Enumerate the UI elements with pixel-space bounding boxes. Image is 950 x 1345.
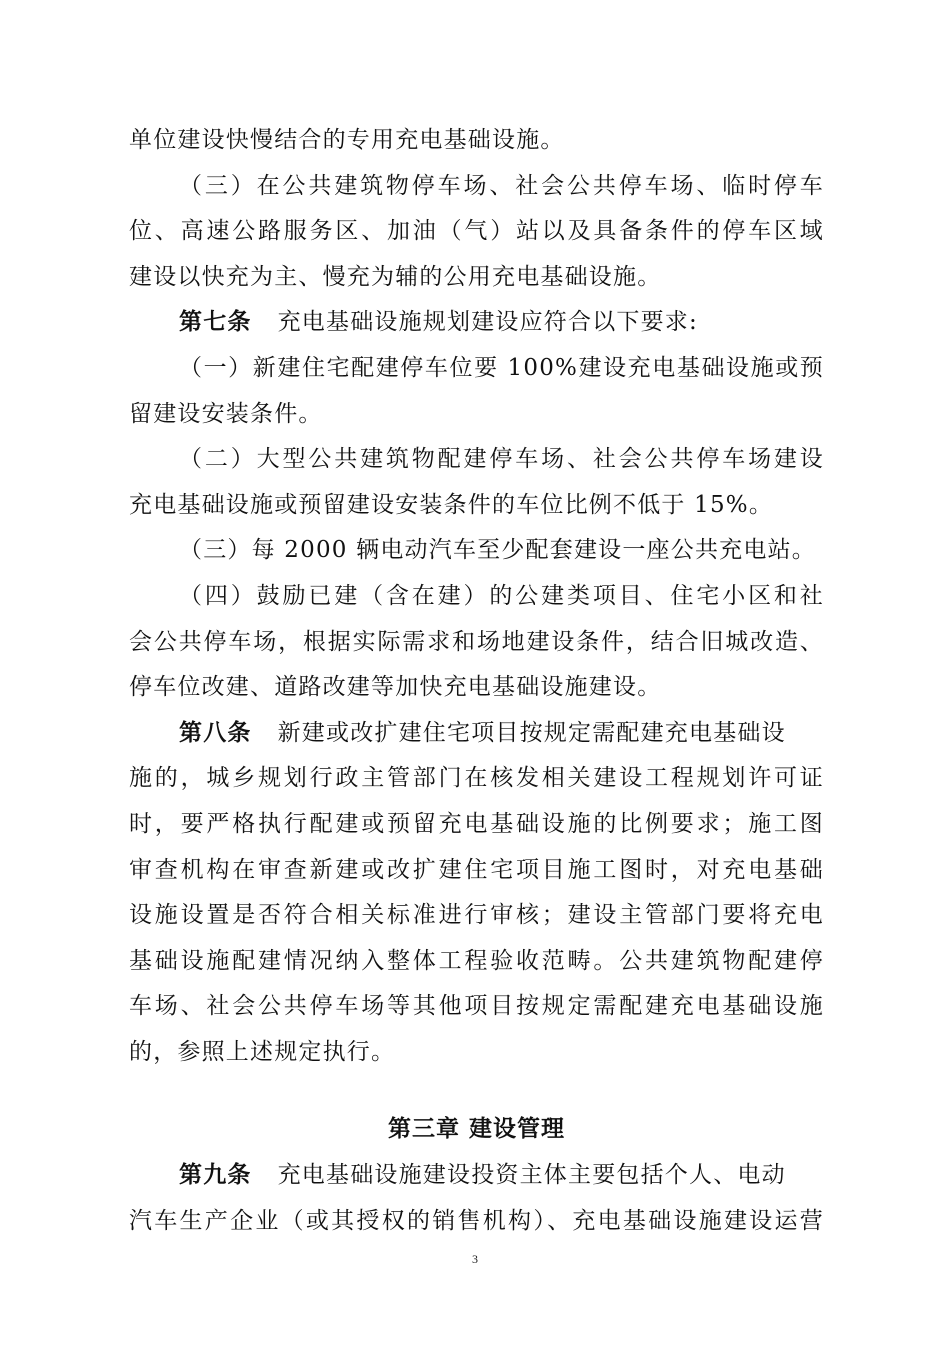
section-gap [129,1075,824,1107]
article-8-label: 第八条 [179,719,252,746]
page-number: 3 [472,1252,478,1266]
text-line: （三）每 2000 辆电动汽车至少配套建设一座公共充电站。 [179,537,816,564]
article-8-text: 新建或改扩建住宅项目按规定需配建充电基础设 [277,719,786,746]
text-line: 车场、社会公共停车场等其他项目按规定需配建充电基础设施 [129,993,824,1020]
text-line: （二）大型公共建筑物配建停车场、社会公共停车场建设 [179,446,824,473]
text-line: 单位建设快慢结合的专用充电基础设施。 [129,127,565,153]
article-7-text: 充电基础设施规划建设应符合以下要求: [277,309,698,336]
document-body [129,118,824,1244]
article-9-label: 第九条 [179,1162,252,1189]
chapter-heading: 第三章 建设管理 [387,1116,565,1143]
article-9-line [129,1153,824,1199]
article-9-text: 充电基础设施建设投资主体主要包括个人、电动 [277,1162,786,1189]
text-line: 施的，城乡规划行政主管部门在核发相关建设工程规划许可证 [129,765,824,792]
text-line: （一）新建住宅配建停车位要 100%建设充电基础设施或预 [179,354,824,381]
text-line: （三）在公共建筑物停车场、社会公共停车场、临时停车 [179,172,824,199]
text-line: 停车位改建、道路改建等加快充电基础设施建设。 [129,674,662,701]
text-line: 设施设置是否符合相关标准进行审核；建设主管部门要将充电 [129,902,824,929]
article-7-line [129,300,824,346]
article-7-label: 第七条 [179,309,252,336]
text-line: 建设以快充为主、慢充为辅的公用充电基础设施。 [129,263,662,290]
text-line: 时，要严格执行配建或预留充电基础设施的比例要求；施工图 [129,810,824,837]
text-line: （四）鼓励已建（含在建）的公建类项目、住宅小区和社 [179,582,824,609]
text-line: 充电基础设施或预留建设安装条件的车位比例不低于 15%。 [129,491,774,518]
text-line: 基础设施配建情况纳入整体工程验收范畴。公共建筑物配建停 [129,947,824,974]
article-8-line [129,711,824,757]
text-line: 审查机构在审查新建或改扩建住宅项目施工图时，对充电基础 [129,856,824,883]
text-line: 的，参照上述规定执行。 [129,1038,396,1065]
text-line: 会公共停车场，根据实际需求和场地建设条件，结合旧城改造、 [129,628,824,655]
text-line: 位、高速公路服务区、加油（气）站以及具备条件的停车区域 [129,218,824,245]
text-line: 汽车生产企业（或其授权的销售机构）、充电基础设施建设运营 [129,1207,824,1234]
text-line: 留建设安装条件。 [129,400,323,427]
